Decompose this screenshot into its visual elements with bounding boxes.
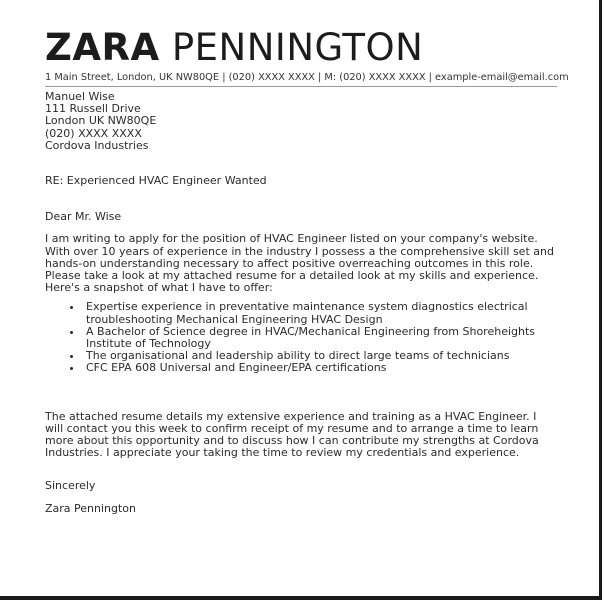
list-item: • The organisational and leadership ability to direct large teams of technicians — [83, 350, 557, 362]
list-item: • CFC EPA 608 Universal and Engineer/EPA certifications — [83, 362, 557, 374]
qualifications-list — [45, 301, 557, 374]
recipient-city: London UK NW80QE — [45, 114, 157, 128]
intro-paragraph: I am writing to apply for the position of HVAC Engineer listed on your company's website. With over 10 years of experience in the industry I possess a the comprehensive skill set and hands-on understanding necessary to affect positive overreaching outcomes in this role. Please take a look at my attached resume for a detailed look at my skills and experience. Here's a snapshot of what I have to offer: — [45, 232, 554, 295]
sender-contact-line: 1 Main Street, London, UK NW80QE | (020) XXXX XXXX | M: (020) XXXX XXXX | example-email@email.com — [45, 72, 569, 83]
sender-name — [45, 26, 565, 70]
letter-body — [45, 91, 557, 515]
recipient-phone: (020) XXXX XXXX — [45, 126, 142, 140]
header-divider — [45, 86, 557, 87]
subject-line: RE: Experienced HVAC Engineer Wanted — [45, 174, 267, 188]
sender-last-name: PENNINGTON — [171, 26, 424, 69]
list-item: • Expertise experience in preventative maintenance system diagnostics electrical troubleshooting Mechanical Engineering HVAC Design — [83, 301, 557, 325]
sender-first-name: ZARA — [45, 26, 160, 69]
list-item: • A Bachelor of Science degree in HVAC/Mechanical Engineering from Shoreheights Institute of Technology — [83, 326, 557, 350]
body-paragraph: The attached resume details my extensive experience and training as a HVAC Engineer. I will contact you this week to confirm receipt of my resume and to arrange a time to learn more about this opportunity and to discuss how I can contribute my strengths at Cordova Industries. I appreciate your taking the time to review my credentials and experience. — [45, 409, 539, 460]
letterhead — [45, 26, 569, 85]
recipient-address — [45, 91, 557, 152]
signature-name: Zara Pennington — [45, 501, 137, 515]
greeting: Dear Mr. Wise — [45, 210, 122, 224]
recipient-company: Cordova Industries — [45, 138, 149, 152]
recipient-name: Manuel Wise — [45, 90, 115, 103]
recipient-street: 111 Russell Drive — [45, 102, 141, 116]
closing: Sincerely — [45, 479, 96, 493]
